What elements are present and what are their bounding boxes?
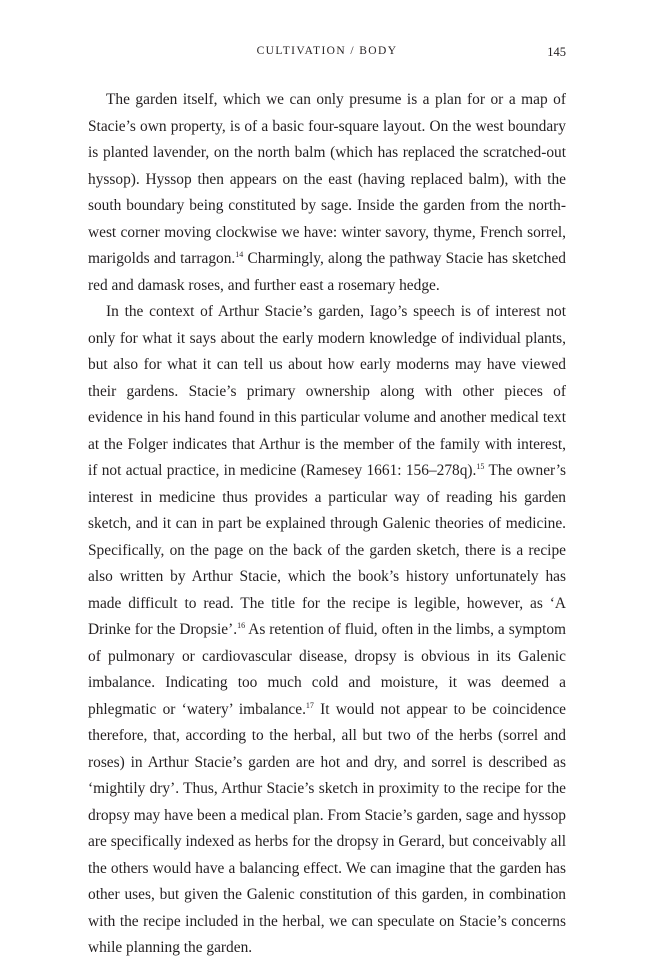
running-title: CULTIVATION / BODY bbox=[256, 45, 398, 57]
text-run: In the context of Arthur Stacie’s garden, Iago’s speech is of interest not only for what it says about the early modern knowledge of individual plants, but also for what it can tell us about how early moderns may have viewed their gardens. Stacie’s primary ownership along with other pieces of evidence in his hand found in this particular volume and another medical text at the Folger indicates that Arthur is the member of the family with interest, if not actual practice, in medicine (Ramesey 1661: 156–278q). bbox=[88, 303, 566, 479]
body-text bbox=[88, 87, 566, 962]
paragraph-1 bbox=[88, 87, 566, 299]
text-run: The owner’s interest in medicine thus provides a particular way of reading his garden sketch, and it can in part be explained through Galenic theories of medicine. Specifically, on the page on the back of the garden sketch, there is a recipe also written by Arthur Stacie, which the book’s history unfortunately has made difficult to read. The title for the recipe is legible, however, as ‘A Drinke for the Dropsie’. bbox=[88, 462, 566, 638]
footnote-marker-15[interactable]: 15 bbox=[476, 462, 485, 471]
text-run: Charmingly, along the pathway Stacie has sketched red and damask roses, and further east a rosemary hedge. bbox=[88, 250, 566, 294]
footnote-marker-14[interactable]: 14 bbox=[235, 250, 244, 259]
text-run: The garden itself, which we can only presume is a plan for or a map of Stacie’s own property, is of a basic four-square layout. On the west boundary is planted lavender, on the north balm (which has replaced the scratched-out hyssop). Hyssop then appears on the east (having replaced balm), with the south boundary being constituted by sage. Inside the garden from the north-west corner moving clockwise we have: winter savory, thyme, French sorrel, marigolds and tarragon. bbox=[88, 91, 566, 267]
paragraph-2 bbox=[88, 299, 566, 962]
footnote-marker-16[interactable]: 16 bbox=[237, 621, 246, 630]
footnote-marker-17[interactable]: 17 bbox=[305, 700, 314, 710]
running-head bbox=[88, 45, 566, 63]
page-number: 145 bbox=[547, 45, 566, 59]
text-run: As retention of fluid, often in the limbs, a symptom of pulmonary or cardiovascular disease, dropsy is obvious in its Galenic imbalance. Indicating too much cold and moisture, it was deemed a phlegmatic or ‘watery’ imbalance. bbox=[88, 621, 567, 718]
text-run: It would not appear to be coincidence therefore, that, according to the herbal, all but two of the herbs (sorrel and roses) in Arthur Stacie’s garden are hot and dry, and sorrel is described as ‘mightily dry’. Thus, Arthur Stacie’s sketch in proximity to the recipe for the dropsy may have been a medical plan. From Stacie’s garden, sage and hyssop are specifically indexed as herbs for the dropsy in Gerard, but conceivably all the others would have a balancing effect. We can imagine that the garden has other uses, but given the Galenic constitution of this garden, in combination with the recipe included in the herbal, we can speculate on Stacie’s concerns while planning the garden. bbox=[88, 700, 566, 956]
